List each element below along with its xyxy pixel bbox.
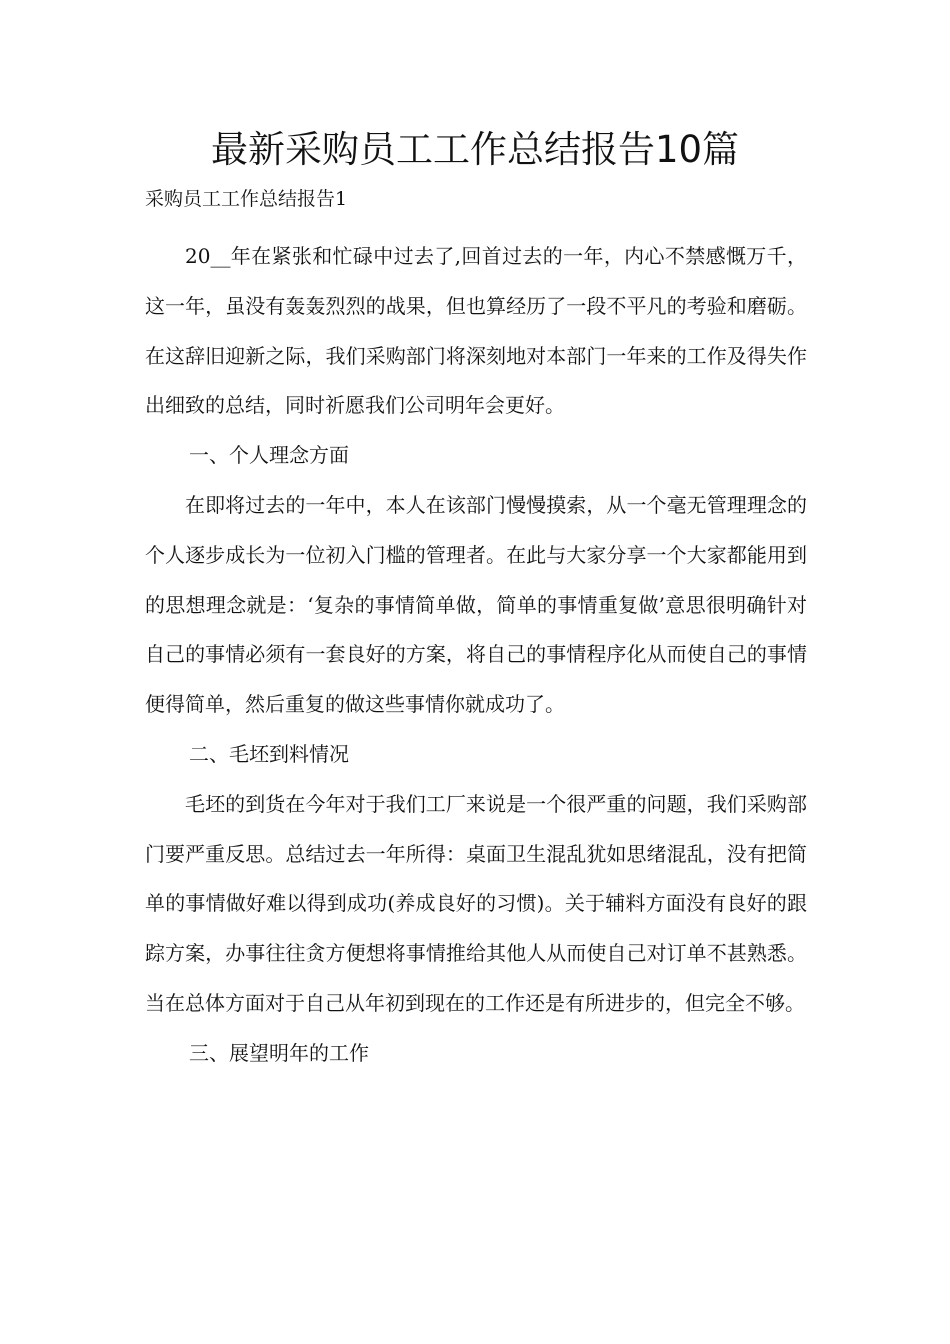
section-body-1: 在即将过去的一年中，本人在该部门慢慢摸索，从一个毫无管理理念的个人逐步成长为一位初入门槛的管理者。在此与大家分享一个大家都能用到的思想理念就是：‘复杂的事情简单做，简单的事情重复做’意思很明确针对自己的事情必须有一套良好的方案，将自己的事情程序化从而使自己的事情便得简单，然后重复的做这些事情你就成功了。 bbox=[145, 492, 807, 717]
document-title: 最新采购员工工作总结报告10篇 bbox=[210, 128, 740, 171]
section-heading-1: 一、个人理念方面 bbox=[189, 443, 349, 468]
section-heading-2: 二、毛坯到料情况 bbox=[189, 741, 349, 766]
report-subtitle: 采购员工工作总结报告1 bbox=[145, 188, 348, 210]
section-body-2: 毛坯的到货在今年对于我们工厂来说是一个很严重的问题，我们采购部门要严重反思。总结过去一年所得：桌面卫生混乱犹如思绪混乱，没有把简单的事情做好难以得到成功(养成良好的习惯)。关于辅料方面没有良好的跟踪方案，办事往往贪方便想将事情推给其他人从而使自己对订单不甚熟悉。当在总体方面对于自己从年初到现在的工作还是有所进步的，但完全不够。 bbox=[145, 791, 807, 1015]
section-heading-3: 三、展望明年的工作 bbox=[189, 1040, 369, 1065]
intro-paragraph: 20__年在紧张和忙碌中过去了,回首过去的一年，内心不禁感慨万千，这一年，虽没有轰轰烈烈的战果，但也算经历了一段不平凡的考验和磨砺。在这辞旧迎新之际，我们采购部门将深刻地对本部门一年来的工作及得失作出细致的总结，同时祈愿我们公司明年会更好。 bbox=[145, 244, 807, 418]
document-body bbox=[145, 232, 807, 1079]
